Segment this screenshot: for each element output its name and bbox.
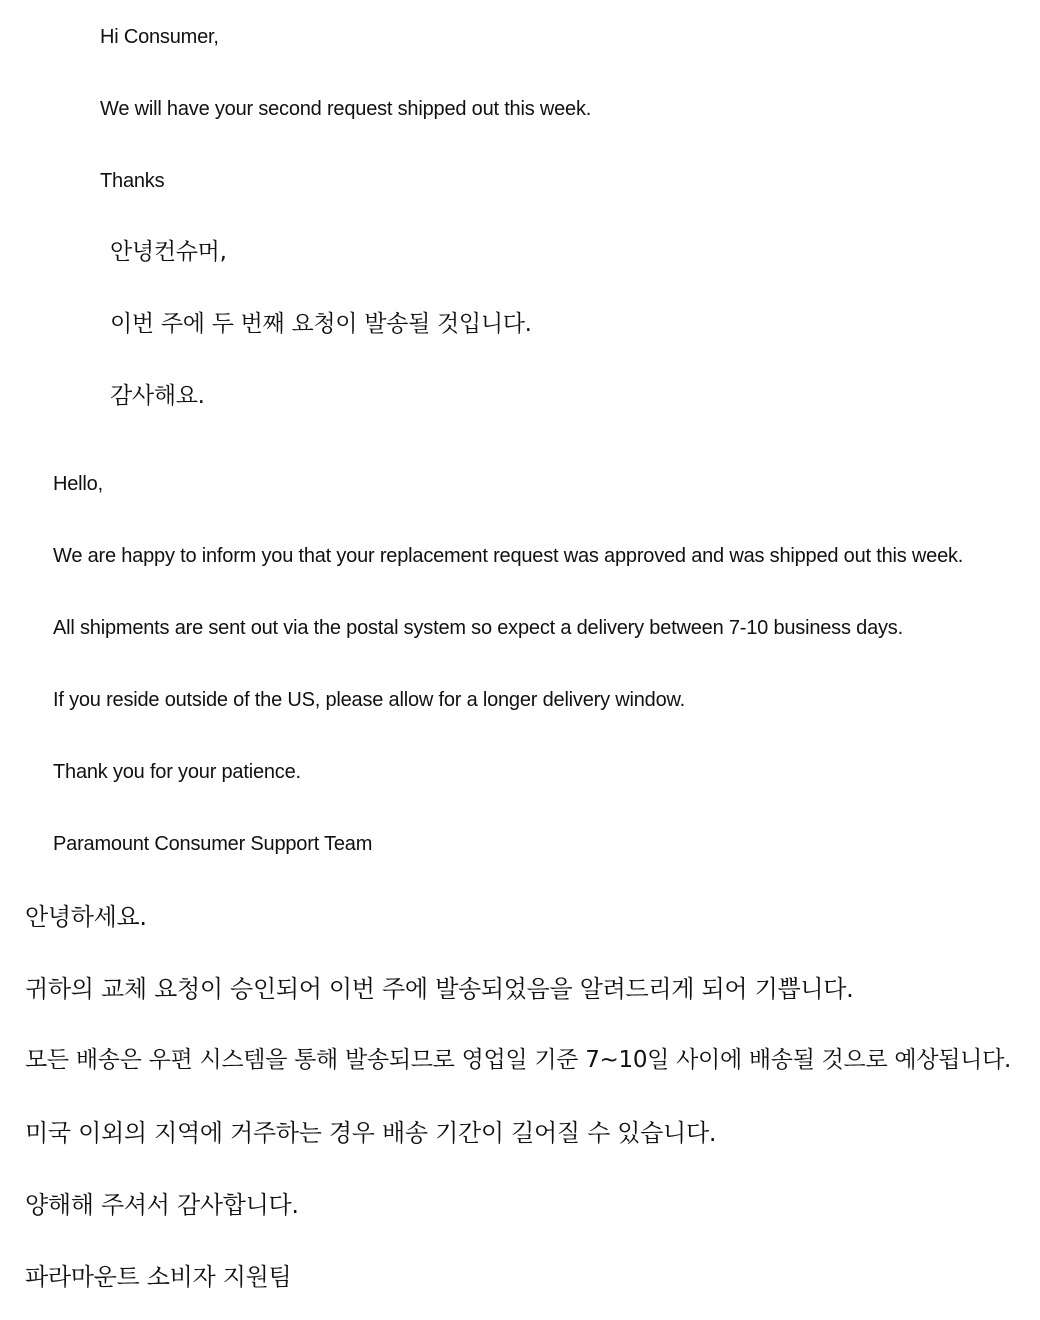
greeting-en-short: Hi Consumer,	[100, 26, 219, 48]
paragraph-ko-thanks: 양해해 주셔서 감사합니다.	[25, 1191, 299, 1219]
paragraph-ko-delivery: 모든 배송은 우편 시스템을 통해 발송되므로 영업일 기준 7~10일 사이에 배송될 것으로 예상됩니다.	[25, 1047, 1011, 1073]
paragraph-ko-outside-us: 미국 이외의 지역에 거주하는 경우 배송 기간이 길어질 수 있습니다.	[25, 1119, 717, 1147]
greeting-ko-long: 안녕하세요.	[25, 903, 147, 931]
paragraph-ko-approved: 귀하의 교체 요청이 승인되어 이번 주에 발송되었음을 알려드리게 되어 기쁩니다.	[25, 975, 854, 1003]
closing-ko-short: 감사해요.	[110, 383, 205, 409]
paragraph-en-outside-us: If you reside outside of the US, please allow for a longer delivery window.	[53, 689, 686, 711]
closing-en-short: Thanks	[100, 170, 165, 192]
body-en-short: We will have your second request shipped out this week.	[100, 98, 592, 120]
body-ko-short: 이번 주에 두 번째 요청이 발송될 것입니다.	[110, 311, 532, 337]
signature-en: Paramount Consumer Support Team	[53, 833, 373, 855]
greeting-ko-short: 안녕컨슈머,	[110, 239, 227, 265]
paragraph-en-thanks: Thank you for your patience.	[53, 761, 301, 783]
paragraph-en-delivery: All shipments are sent out via the postal system so expect a delivery between 7-10 business days.	[53, 617, 903, 639]
paragraph-en-approved: We are happy to inform you that your replacement request was approved and was shipped out this week.	[53, 545, 964, 567]
signature-ko: 파라마운트 소비자 지원팀	[25, 1263, 292, 1291]
greeting-en-long: Hello,	[53, 473, 103, 495]
